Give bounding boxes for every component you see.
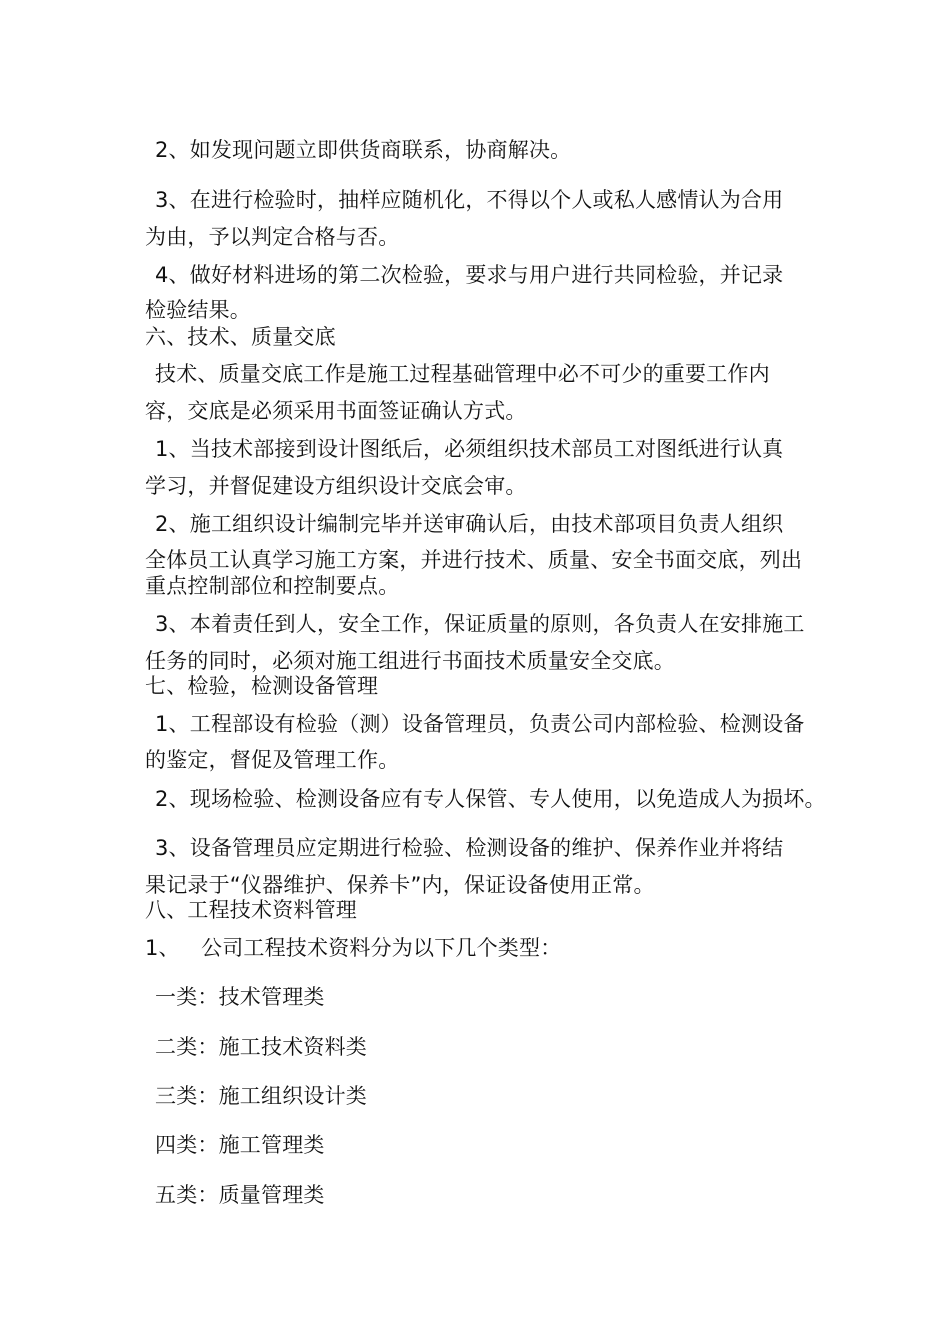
list-item: 二类：施工技术资料类 [155, 1035, 367, 1059]
section-heading: 八、工程技术资料管理 [145, 898, 357, 922]
list-item: 四类：施工管理类 [155, 1133, 325, 1157]
paragraph-line: 2、如发现问题立即供货商联系，协商解决。 [155, 138, 572, 162]
paragraph-line: 为由，予以判定合格与否。 [145, 225, 400, 249]
paragraph-line: 容，交底是必须采用书面签证确认方式。 [145, 399, 527, 423]
paragraph-line: 1、当技术部接到设计图纸后，必须组织技术部员工对图纸进行认真 [155, 437, 784, 461]
paragraph-line: 重点控制部位和控制要点。 [145, 574, 400, 598]
paragraph-line: 4、做好材料进场的第二次检验，要求与用户进行共同检验，并记录 [155, 263, 784, 287]
paragraph-line: 2、现场检验、检测设备应有专人保管、专人使用，以免造成人为损坏。 [155, 787, 826, 811]
paragraph-line: 3、设备管理员应定期进行检验、检测设备的维护、保养作业并将结 [155, 836, 784, 860]
paragraph-line: 3、本着责任到人，安全工作，保证质量的原则，各负责人在安排施工 [155, 612, 805, 636]
paragraph-line: 技术、质量交底工作是施工过程基础管理中必不可少的重要工作内 [155, 362, 770, 386]
paragraph-line: 3、在进行检验时，抽样应随机化，不得以个人或私人感情认为合用 [155, 188, 784, 212]
list-text: 公司工程技术资料分为以下几个类型： [201, 936, 562, 960]
list-item: 三类：施工组织设计类 [155, 1084, 367, 1108]
paragraph-line: 检验结果。 [145, 298, 251, 322]
list-number: 1、 [145, 936, 180, 960]
list-item: 五类：质量管理类 [155, 1183, 325, 1207]
paragraph-line: 果记录于“仪器维护、保养卡”内，保证设备使用正常。 [145, 873, 655, 897]
section-heading: 六、技术、质量交底 [145, 325, 336, 349]
list-item: 一类：技术管理类 [155, 985, 325, 1009]
paragraph-line: 全体员工认真学习施工方案，并进行技术、质量、安全书面交底，列出 [145, 548, 803, 572]
paragraph-line: 2、施工组织设计编制完毕并送审确认后，由技术部项目负责人组织 [155, 512, 784, 536]
paragraph-line: 任务的同时，必须对施工组进行书面技术质量安全交底。 [145, 649, 675, 673]
paragraph-line: 1、工程部设有检验（测）设备管理员，负责公司内部检验、检测设备 [155, 712, 805, 736]
list-header [145, 934, 825, 962]
section-heading: 七、检验，检测设备管理 [145, 674, 379, 698]
paragraph-line: 的鉴定，督促及管理工作。 [145, 748, 400, 772]
paragraph-line: 学习，并督促建设方组织设计交底会审。 [145, 474, 527, 498]
